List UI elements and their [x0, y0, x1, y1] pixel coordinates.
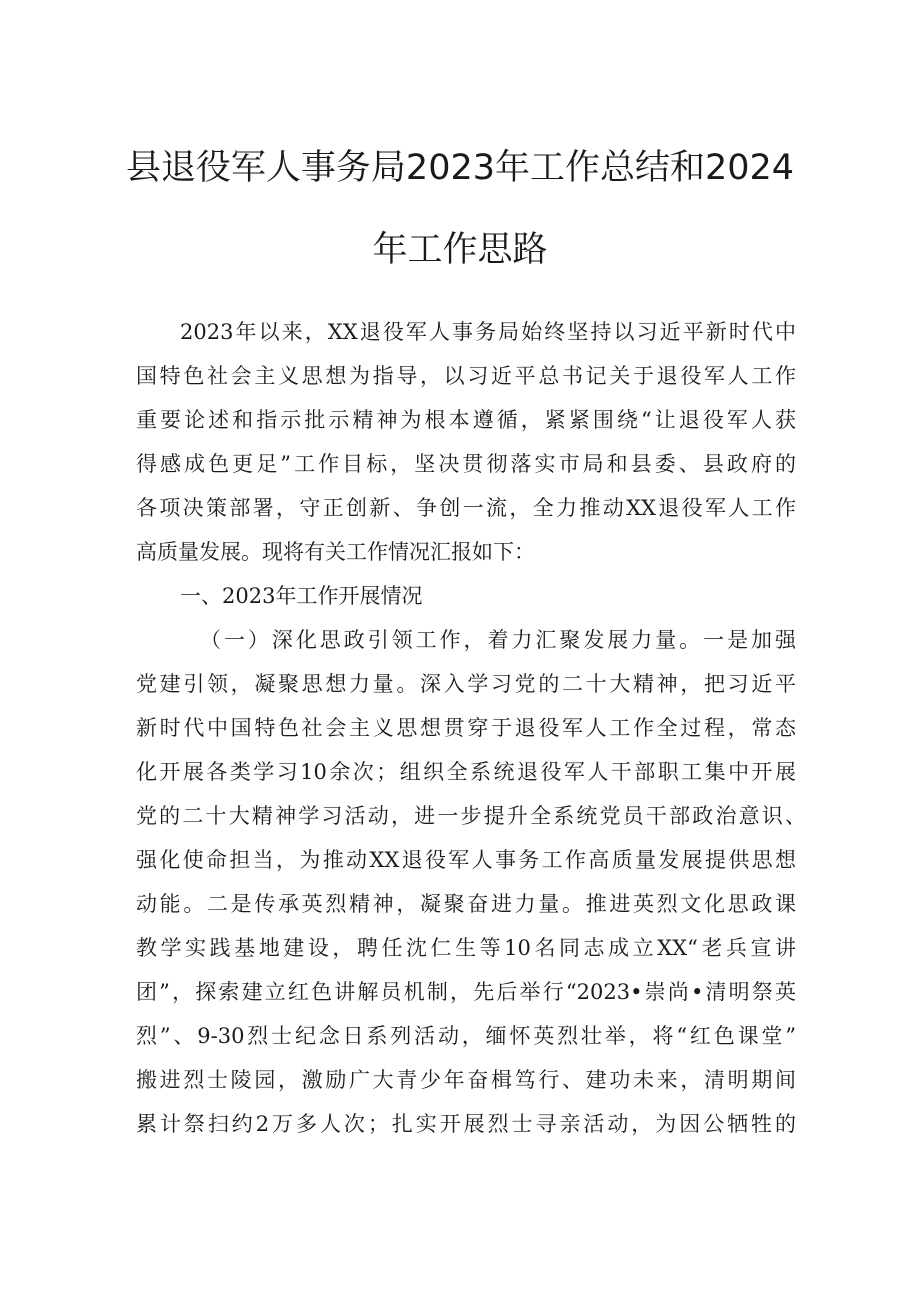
paragraph-2-line: 新时代中国特色社会主义思想贯穿于退役军人工作全过程，常态 [136, 716, 796, 740]
paragraph-2-line: 党建引领，凝聚思想力量。深入学习党的二十大精神，把习近平 [136, 672, 796, 696]
paragraph-2-line: 累计祭扫约2万多人次；扎实开展烈士寻亲活动，为因公牺牲的 [136, 1112, 796, 1136]
paragraph-1-line: 国特色社会主义思想为指导，以习近平总书记关于退役军人工作 [136, 364, 796, 388]
document-title-line-2: 年工作思路 [372, 230, 548, 270]
paragraph-2-line: 化开展各类学习10余次；组织全系统退役军人干部职工集中开展 [136, 760, 796, 784]
paragraph-2-line: 党的二十大精神学习活动，进一步提升全系统党员干部政治意识、 [136, 804, 806, 828]
paragraph-1-line: 高质量发展。现将有关工作情况汇报如下： [136, 540, 535, 564]
paragraph-2-line: （一）深化思政引领工作，着力汇聚发展力量。一是加强 [200, 628, 796, 652]
paragraph-2-line: 团”，探索建立红色讲解员机制，先后举行“2023•崇尚•清明祭英 [136, 980, 796, 1004]
paragraph-1-line: 2023年以来，XX退役军人事务局始终坚持以习近平新时代中 [180, 320, 796, 344]
paragraph-2-line: 烈”、9-30烈士纪念日系列活动，缅怀英烈壮举，将“红色课堂” [136, 1024, 796, 1048]
paragraph-2-line: 搬进烈士陵园，激励广大青少年奋楫笃行、建功未来，清明期间 [136, 1068, 796, 1092]
paragraph-2-line: 动能。二是传承英烈精神，凝聚奋进力量。推进英烈文化思政课 [136, 892, 796, 916]
paragraph-2-line: 强化使命担当，为推动XX退役军人事务工作高质量发展提供思想 [136, 848, 796, 872]
document-title-line-1: 县退役军人事务局2023年工作总结和2024 [125, 148, 795, 188]
paragraph-1-line: 重要论述和指示批示精神为根本遵循，紧紧围绕“让退役军人获 [136, 408, 796, 432]
section-heading: 一、2023年工作开展情况 [180, 584, 423, 608]
paragraph-1-line: 得感成色更足”工作目标，坚决贯彻落实市局和县委、县政府的 [136, 452, 796, 476]
paragraph-1-line: 各项决策部署，守正创新、争创一流，全力推动XX退役军人工作 [136, 496, 796, 520]
paragraph-2-line: 教学实践基地建设，聘任沈仁生等10名同志成立XX“老兵宣讲 [136, 936, 796, 960]
